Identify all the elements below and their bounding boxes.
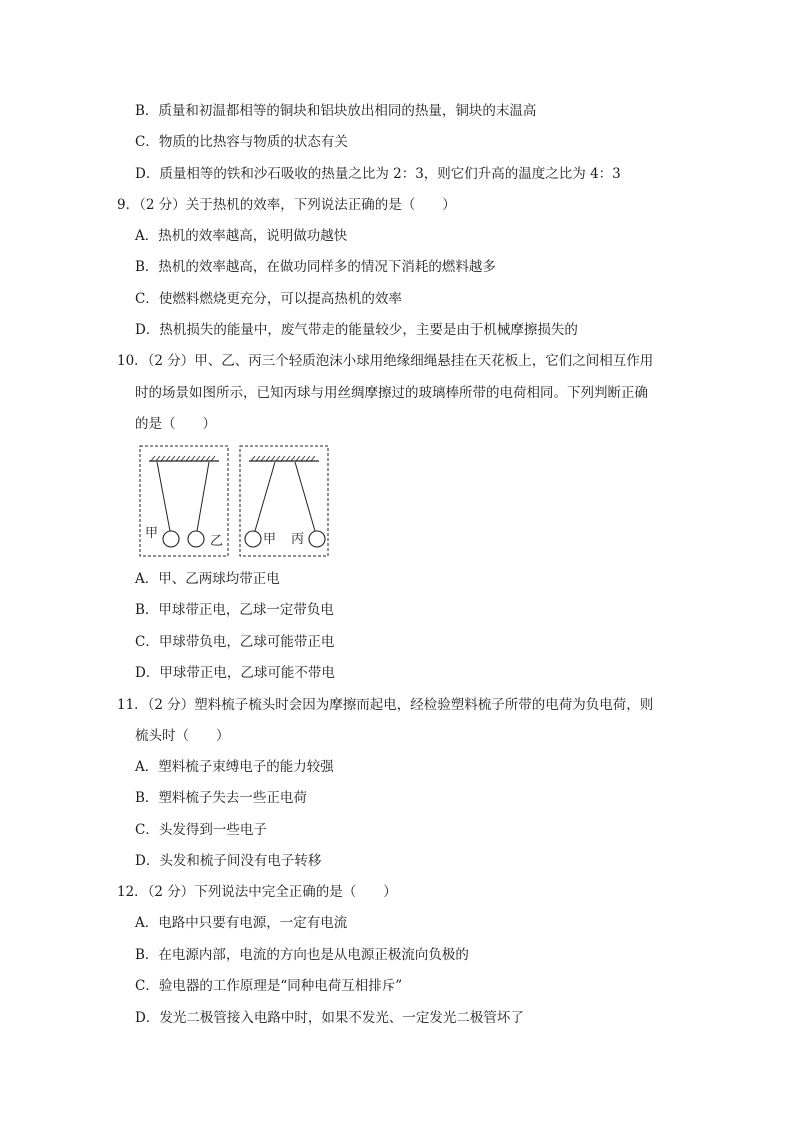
- label-bing: 丙: [291, 532, 305, 547]
- ball-yi: [188, 531, 204, 547]
- q8-option-d: D．质量相等的铁和沙石吸收的热量之比为 2：3，则它们升高的温度之比为 4：3: [135, 166, 621, 182]
- ceiling-left-hatching: [151, 456, 215, 461]
- q8-option-b: B．质量和初温都相等的铜块和铝块放出相同的热量，铜块的末温高: [135, 103, 537, 119]
- ball-jia-left: [163, 531, 179, 547]
- label-jia-left: 甲: [145, 526, 159, 541]
- q11-option-c: C．头发得到一些电子: [135, 822, 267, 838]
- ball-bing: [309, 531, 325, 547]
- label-jia-right: 甲: [263, 532, 277, 547]
- q12-option-b: B．在电源内部，电流的方向也是从电源正极流向负极的: [135, 947, 469, 963]
- figure-panel-left: [140, 446, 228, 556]
- q11-stem-line-1: 11．（2 分）塑料梳子梳头时会因为摩擦而起电，经检验塑料梳子所带的电荷为负电荷，则: [117, 697, 654, 713]
- q11-option-d: D．头发和梳子间没有电子转移: [135, 853, 322, 869]
- q9-stem: 9．（2 分）关于热机的效率，下列说法正确的是（ ）: [117, 197, 456, 213]
- q10-stem-line-2: 时的场景如图所示，已知丙球与用丝绸摩擦过的玻璃棒所带的电荷相同。下列判断正确: [135, 385, 648, 401]
- thread-right-bing: [295, 462, 315, 531]
- ball-jia-right: [245, 531, 261, 547]
- q10-stem-line-1: 10．（2 分）甲、乙、丙三个轻质泡沫小球用绝缘细绳悬挂在天花板上，它们之间相互作用: [117, 353, 654, 369]
- q10-stem-line-3: 的是（ ）: [135, 416, 216, 432]
- q10-option-a: A．甲、乙两球均带正电: [135, 571, 280, 587]
- q12-option-c: C．验电器的工作原理是“同种电荷互相排斥”: [135, 978, 403, 994]
- q9-option-c: C．使燃料燃烧更充分，可以提高热机的效率: [135, 291, 402, 307]
- q11-option-b: B．塑料梳子失去一些正电荷: [135, 790, 307, 806]
- thread-right-jia: [255, 462, 275, 531]
- q10-option-d: D．甲球带正电，乙球可能不带电: [135, 665, 335, 681]
- q11-stem-line-2: 梳头时（ ）: [135, 728, 230, 744]
- q11-option-a: A．塑料梳子束缚电子的能力较强: [135, 759, 334, 775]
- q9-option-d: D．热机损失的能量中，废气带走的能量较少，主要是由于机械摩擦损失的: [135, 322, 578, 338]
- thread-left-jia: [157, 462, 170, 531]
- q10-option-c: C．甲球带负电，乙球可能带正电: [135, 634, 335, 650]
- q8-option-c: C．物质的比热容与物质的状态有关: [135, 134, 348, 150]
- thread-left-yi: [197, 462, 209, 531]
- q10-option-b: B．甲球带正电，乙球一定带负电: [135, 602, 334, 618]
- label-yi: 乙: [210, 534, 224, 549]
- q9-option-a: A．热机的效率越高，说明做功越快: [135, 228, 348, 244]
- q10-figure: [139, 445, 331, 557]
- q12-option-a: A．电路中只要有电源，一定有电流: [135, 915, 348, 931]
- figure-panel-right: [240, 446, 328, 556]
- q12-stem: 12．（2 分）下列说法中完全正确的是（ ）: [117, 884, 397, 900]
- q12-option-d: D．发光二极管接入电路中时，如果不发光、一定发光二极管坏了: [135, 1010, 524, 1026]
- ceiling-right-hatching: [251, 456, 315, 461]
- q9-option-b: B．热机的效率越高，在做功同样多的情况下消耗的燃料越多: [135, 259, 496, 275]
